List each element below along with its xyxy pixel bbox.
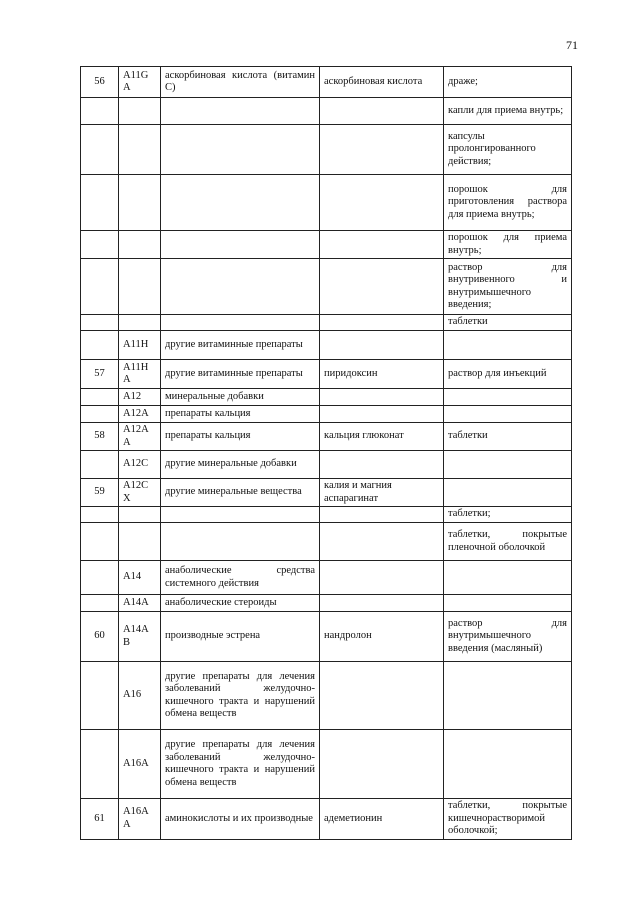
row-number-cell xyxy=(81,175,119,231)
drug-name-cell xyxy=(320,389,444,406)
dosage-form-cell: таблетки, покрытые пленочной оболочкой xyxy=(444,523,572,561)
drug-name-cell xyxy=(320,331,444,360)
anatomical-therapeutic-group-cell: другие препараты для лечения заболеваний желудочно-кишечного тракта и нарушений обмена веществ xyxy=(161,730,320,799)
table-row xyxy=(81,612,572,662)
drug-name-cell: адеметионин xyxy=(320,799,444,840)
table-row xyxy=(81,125,572,175)
anatomical-therapeutic-group-cell xyxy=(161,523,320,561)
anatomical-therapeutic-group-cell: аскорбиновая кислота (витамин С) xyxy=(161,67,320,98)
drug-name-cell xyxy=(320,451,444,479)
dosage-form-cell: драже; xyxy=(444,67,572,98)
dosage-form-cell: раствор для внутримышечного введения (масляный) xyxy=(444,612,572,662)
drug-name-cell: пиридоксин xyxy=(320,360,444,389)
table-row xyxy=(81,360,572,389)
row-number-cell xyxy=(81,406,119,423)
drug-name-cell xyxy=(320,175,444,231)
table-row xyxy=(81,259,572,315)
row-number-cell xyxy=(81,259,119,315)
row-number-cell xyxy=(81,561,119,595)
table-row xyxy=(81,67,572,98)
drug-name-cell xyxy=(320,730,444,799)
drug-name-cell xyxy=(320,523,444,561)
page-number: 71 xyxy=(566,38,578,52)
atc-code-cell xyxy=(119,507,161,523)
table-body xyxy=(81,67,572,840)
row-number-cell xyxy=(81,331,119,360)
row-number-cell xyxy=(81,507,119,523)
table-row xyxy=(81,406,572,423)
drug-name-cell xyxy=(320,561,444,595)
table-row xyxy=(81,662,572,730)
dosage-form-cell xyxy=(444,451,572,479)
row-number-cell xyxy=(81,231,119,259)
dosage-form-cell: таблетки xyxy=(444,423,572,451)
anatomical-therapeutic-group-cell xyxy=(161,125,320,175)
drug-name-cell: калия и магния аспарагинат xyxy=(320,479,444,507)
atc-code-cell xyxy=(119,523,161,561)
drug-name-cell xyxy=(320,231,444,259)
table-row xyxy=(81,423,572,451)
anatomical-therapeutic-group-cell: другие минеральные вещества xyxy=(161,479,320,507)
drug-name-cell xyxy=(320,595,444,612)
anatomical-therapeutic-group-cell xyxy=(161,315,320,331)
row-number-cell: 61 xyxy=(81,799,119,840)
dosage-form-cell xyxy=(444,730,572,799)
anatomical-therapeutic-group-cell xyxy=(161,98,320,125)
drug-name-cell xyxy=(320,507,444,523)
row-number-cell xyxy=(81,389,119,406)
atc-code-cell: A16A A xyxy=(119,799,161,840)
atc-code-cell: A11G A xyxy=(119,67,161,98)
drug-name-cell xyxy=(320,662,444,730)
table-row xyxy=(81,331,572,360)
atc-code-cell xyxy=(119,175,161,231)
anatomical-therapeutic-group-cell: другие витаминные препараты xyxy=(161,360,320,389)
atc-code-cell: A16 xyxy=(119,662,161,730)
atc-code-cell: A14A xyxy=(119,595,161,612)
anatomical-therapeutic-group-cell: препараты кальция xyxy=(161,423,320,451)
anatomical-therapeutic-group-cell xyxy=(161,259,320,315)
dosage-form-cell: порошок для приготовления раствора для приема внутрь; xyxy=(444,175,572,231)
atc-code-cell: A12C xyxy=(119,451,161,479)
atc-code-cell: A16A xyxy=(119,730,161,799)
dosage-form-cell xyxy=(444,662,572,730)
drug-name-cell: нандролон xyxy=(320,612,444,662)
row-number-cell xyxy=(81,125,119,175)
row-number-cell xyxy=(81,315,119,331)
dosage-form-cell: раствор для внутривенного и внутримышечного введения; xyxy=(444,259,572,315)
drug-name-cell xyxy=(320,259,444,315)
table-row xyxy=(81,479,572,507)
atc-code-cell: A12C X xyxy=(119,479,161,507)
table-row xyxy=(81,451,572,479)
drug-name-cell xyxy=(320,125,444,175)
dosage-form-cell: таблетки; xyxy=(444,507,572,523)
row-number-cell xyxy=(81,98,119,125)
atc-code-cell: A14A B xyxy=(119,612,161,662)
row-number-cell: 57 xyxy=(81,360,119,389)
table-row xyxy=(81,799,572,840)
drug-name-cell: аскорбиновая кислота xyxy=(320,67,444,98)
anatomical-therapeutic-group-cell xyxy=(161,507,320,523)
anatomical-therapeutic-group-cell xyxy=(161,231,320,259)
dosage-form-cell xyxy=(444,331,572,360)
atc-code-cell xyxy=(119,98,161,125)
anatomical-therapeutic-group-cell: другие минеральные добавки xyxy=(161,451,320,479)
atc-code-cell: A12A A xyxy=(119,423,161,451)
table-row xyxy=(81,595,572,612)
table-row xyxy=(81,175,572,231)
anatomical-therapeutic-group-cell: минеральные добавки xyxy=(161,389,320,406)
dosage-form-cell: таблетки xyxy=(444,315,572,331)
row-number-cell xyxy=(81,595,119,612)
anatomical-therapeutic-group-cell xyxy=(161,175,320,231)
dosage-form-cell: таблетки, покрытые кишечнорастворимой оболочкой; xyxy=(444,799,572,840)
row-number-cell xyxy=(81,523,119,561)
row-number-cell xyxy=(81,451,119,479)
anatomical-therapeutic-group-cell: анаболические средства системного действия xyxy=(161,561,320,595)
atc-code-cell: A12 xyxy=(119,389,161,406)
anatomical-therapeutic-group-cell: другие витаминные препараты xyxy=(161,331,320,360)
row-number-cell: 60 xyxy=(81,612,119,662)
anatomical-therapeutic-group-cell: аминокислоты и их производные xyxy=(161,799,320,840)
anatomical-therapeutic-group-cell: препараты кальция xyxy=(161,406,320,423)
drug-table xyxy=(80,66,572,840)
anatomical-therapeutic-group-cell: производные эстрена xyxy=(161,612,320,662)
table-row xyxy=(81,730,572,799)
table-row xyxy=(81,98,572,125)
atc-code-cell: A12A xyxy=(119,406,161,423)
row-number-cell: 56 xyxy=(81,67,119,98)
atc-code-cell xyxy=(119,231,161,259)
row-number-cell: 59 xyxy=(81,479,119,507)
row-number-cell: 58 xyxy=(81,423,119,451)
drug-name-cell xyxy=(320,315,444,331)
atc-code-cell xyxy=(119,315,161,331)
atc-code-cell: A11H A xyxy=(119,360,161,389)
dosage-form-cell: капсулы пролонгированного действия; xyxy=(444,125,572,175)
table-row xyxy=(81,389,572,406)
anatomical-therapeutic-group-cell: другие препараты для лечения заболеваний желудочно-кишечного тракта и нарушений обмена веществ xyxy=(161,662,320,730)
dosage-form-cell xyxy=(444,389,572,406)
dosage-form-cell xyxy=(444,595,572,612)
atc-code-cell: A14 xyxy=(119,561,161,595)
anatomical-therapeutic-group-cell: анаболические стероиды xyxy=(161,595,320,612)
drug-name-cell xyxy=(320,98,444,125)
table-row xyxy=(81,315,572,331)
table-row xyxy=(81,231,572,259)
row-number-cell xyxy=(81,730,119,799)
dosage-form-cell xyxy=(444,561,572,595)
dosage-form-cell: раствор для инъекций xyxy=(444,360,572,389)
drug-name-cell xyxy=(320,406,444,423)
atc-code-cell xyxy=(119,125,161,175)
dosage-form-cell: капли для приема внутрь; xyxy=(444,98,572,125)
dosage-form-cell xyxy=(444,479,572,507)
table-row xyxy=(81,507,572,523)
dosage-form-cell: порошок для приема внутрь; xyxy=(444,231,572,259)
drug-name-cell: кальция глюконат xyxy=(320,423,444,451)
dosage-form-cell xyxy=(444,406,572,423)
table-row xyxy=(81,523,572,561)
atc-code-cell: A11H xyxy=(119,331,161,360)
atc-code-cell xyxy=(119,259,161,315)
row-number-cell xyxy=(81,662,119,730)
table-row xyxy=(81,561,572,595)
